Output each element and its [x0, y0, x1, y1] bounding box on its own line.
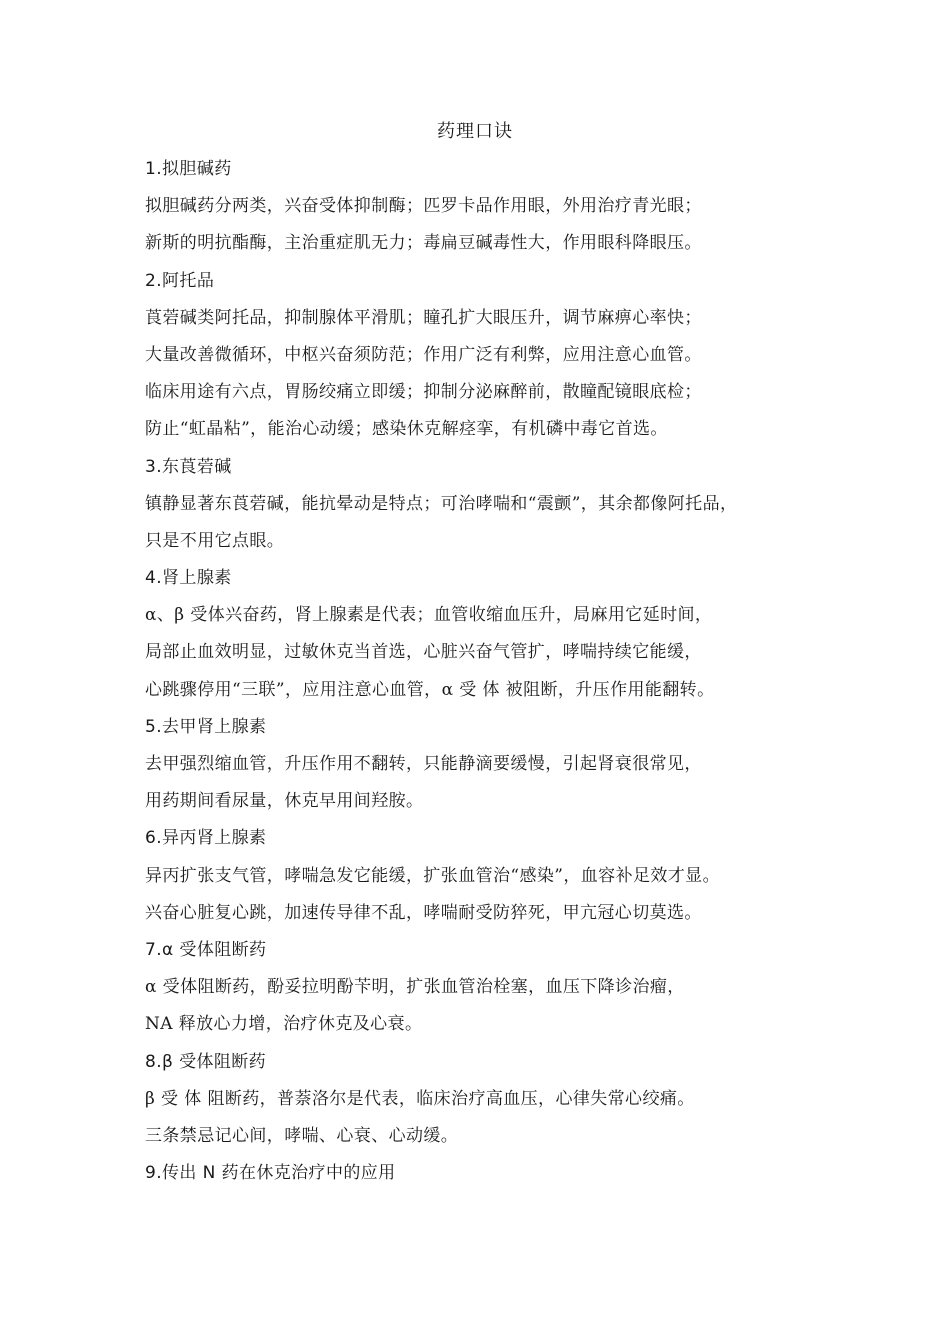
- body-line: 拟胆碱药分两类，兴奋受体抑制酶；匹罗卡品作用眼，外用治疗青光眼；: [145, 196, 702, 217]
- body-line: NA 释放心力增，治疗休克及心衰。: [145, 1014, 423, 1035]
- body-line: β 受 体 阻断药，普萘洛尔是代表，临床治疗高血压，心律失常心绞痛。: [145, 1088, 695, 1109]
- body-line: α 受体阻断药，酚妥拉明酚苄明，扩张血管治栓塞，血压下降诊治瘤，: [145, 977, 685, 998]
- body-line: 异丙扩张支气管，哮喘急发它能缓，扩张血管治“感染”，血容补足效才显。: [145, 865, 720, 886]
- body-line: 临床用途有六点，胃肠绞痛立即缓；抑制分泌麻醉前，散瞳配镜眼底检；: [145, 382, 702, 403]
- body-line: 三条禁忌记心间，哮喘、心衰、心动缓。: [145, 1125, 459, 1146]
- body-line: 局部止血效明显，过敏休克当首选，心脏兴奋气管扩，哮喘持续它能缓，: [145, 642, 702, 663]
- section-heading: 9.传出 N 药在休克治疗中的应用: [145, 1163, 396, 1184]
- body-line: 心跳骤停用“三联”，应用注意心血管，α 受 体 被阻断，升压作用能翻转。: [145, 679, 715, 700]
- body-line: 新斯的明抗酯酶，主治重症肌无力；毒扁豆碱毒性大，作用眼科降眼压。: [145, 233, 702, 254]
- document-title: 药理口诀: [437, 121, 513, 142]
- body-line: 镇静显著东莨菪碱，能抗晕动是特点；可治哮喘和“震颤”，其余都像阿托品，: [145, 493, 738, 514]
- section-heading: 6.异丙肾上腺素: [145, 828, 267, 849]
- section-heading: 2.阿托品: [145, 270, 215, 291]
- section-heading: 7.α 受体阻断药: [145, 939, 267, 960]
- section-heading: 8.β 受体阻断药: [145, 1051, 267, 1072]
- section-heading: 3.东莨菪碱: [145, 456, 232, 477]
- body-line: α、β 受体兴奋药，肾上腺素是代表；血管收缩血压升，局麻用它延时间，: [145, 605, 713, 626]
- section-heading: 1.拟胆碱药: [145, 159, 232, 179]
- section-heading: 5.去甲肾上腺素: [145, 716, 267, 737]
- body-line: 莨菪碱类阿托品，抑制腺体平滑肌；瞳孔扩大眼压升，调节麻痹心率快；: [145, 307, 702, 328]
- body-line: 大量改善微循环，中枢兴奋须防范；作用广泛有利弊，应用注意心血管。: [145, 344, 702, 365]
- body-line: 只是不用它点眼。: [145, 530, 285, 551]
- section-heading: 4.肾上腺素: [145, 568, 232, 589]
- body-line: 用药期间看尿量，休克早用间羟胺。: [145, 791, 424, 812]
- document-body: [145, 154, 845, 1195]
- body-line: 兴奋心脏复心跳，加速传导律不乱，哮喘耐受防猝死，甲亢冠心切莫选。: [145, 902, 702, 923]
- body-line: 防止“虹晶粘”，能治心动缓；感染休克解痉挛，有机磷中毒它首选。: [145, 419, 668, 440]
- body-line: 去甲强烈缩血管，升压作用不翻转，只能静滴要缓慢，引起肾衰很常见，: [145, 754, 702, 774]
